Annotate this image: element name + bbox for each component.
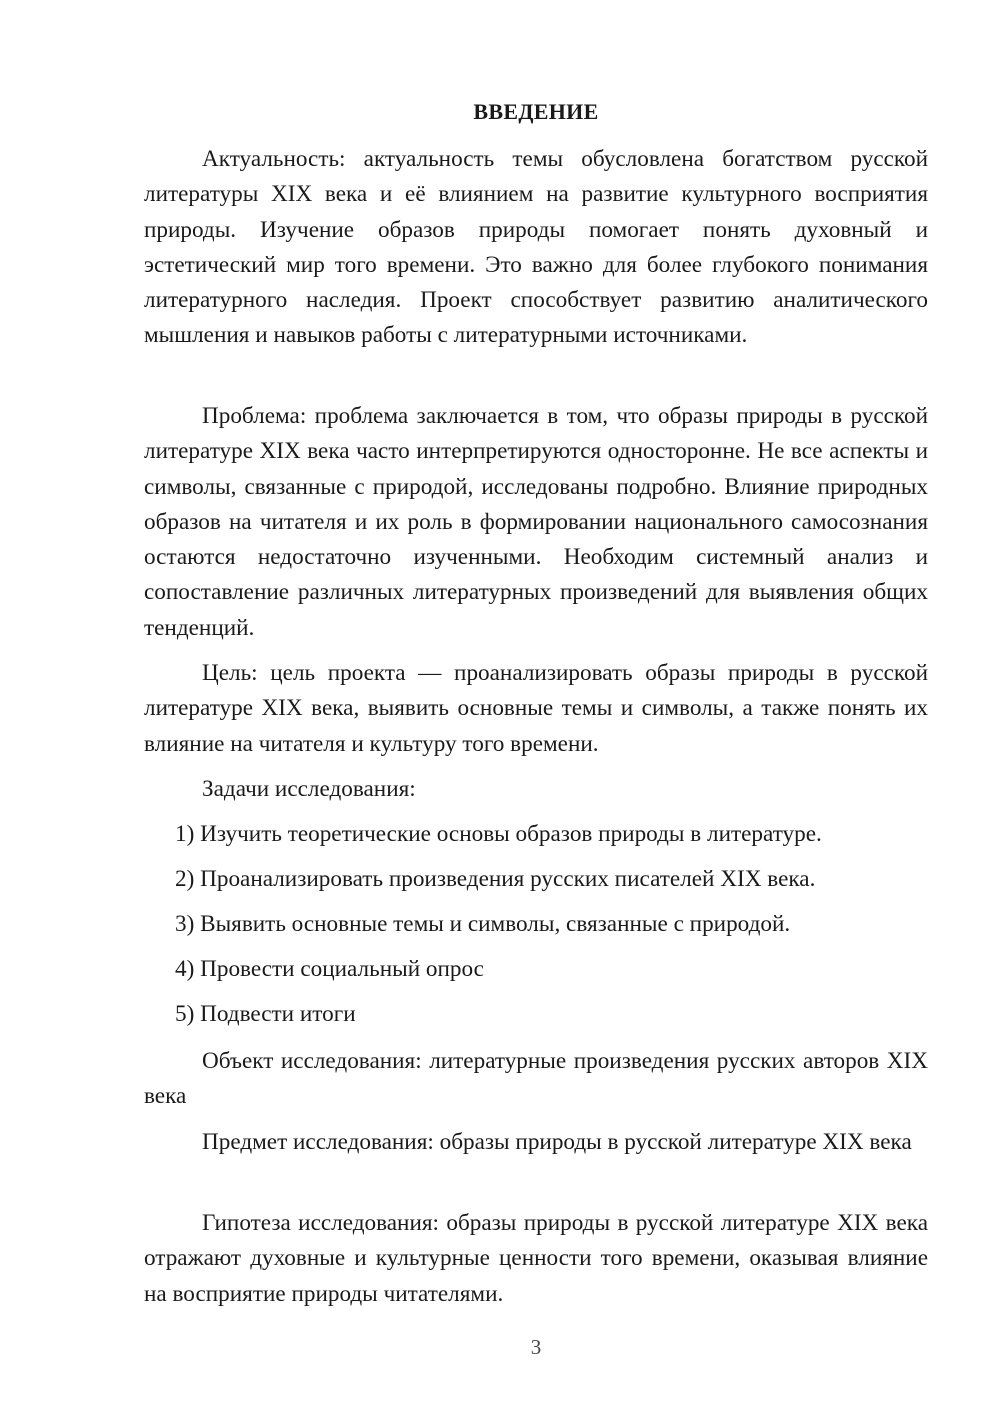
paragraph-hypothesis: Гипотеза исследования: образы природы в русской литературе XIX века отражают духовные и культурные ценности того времени, оказывая влияние на восприятие природы читателями. xyxy=(144,1210,928,1307)
list-item: 3) Выявить основные темы и символы, связанные с природой. xyxy=(175,911,791,937)
tasks-heading: Задачи исследования: xyxy=(202,776,416,802)
page-title: ВВЕДЕНИЕ xyxy=(473,99,599,124)
list-item: 4) Провести социальный опрос xyxy=(175,956,484,982)
list-item: 5) Подвести итоги xyxy=(175,1001,356,1027)
tasks-list xyxy=(144,817,928,1042)
paragraph-problem: Проблема: проблема заключается в том, что образы природы в русской литературе XIX века часто интерпретируются односторонне. Не все аспекты и символы, связанные с природой, исследованы подробно. Влияние природных образов на читателя и их роль в формировании национального самосознания остаются недостаточно изученными. Необходим системный анализ и сопоставление различных литературных произведений для выявления общих тенденций. xyxy=(144,403,928,641)
page-number: 3 xyxy=(530,1335,542,1359)
paragraph-relevance: Актуальность: актуальность темы обусловлена богатством русской литературы XIX века и её влиянием на развитие культурного восприятия природы. Изучение образов природы помогает понять духовный и эстетический мир того времени. Это важно для более глубокого понимания литературного наследия. Проект способствует развитию аналитического мышления и навыков работы с литературными источниками. xyxy=(144,146,928,349)
paragraph-subject: Предмет исследования: образы природы в русской литературе XIX века xyxy=(202,1129,912,1155)
paragraph-object: Объект исследования: литературные произведения русских авторов XIX века xyxy=(144,1048,928,1110)
list-item: 1) Изучить теоретические основы образов природы в литературе. xyxy=(175,821,822,847)
list-item: 2) Проанализировать произведения русских писателей XIX века. xyxy=(175,866,816,892)
paragraph-goal: Цель: цель проекта — проанализировать образы природы в русской литературе XIX века, выявить основные темы и символы, а также понять их влияние на читателя и культуру того времени. xyxy=(144,660,928,757)
